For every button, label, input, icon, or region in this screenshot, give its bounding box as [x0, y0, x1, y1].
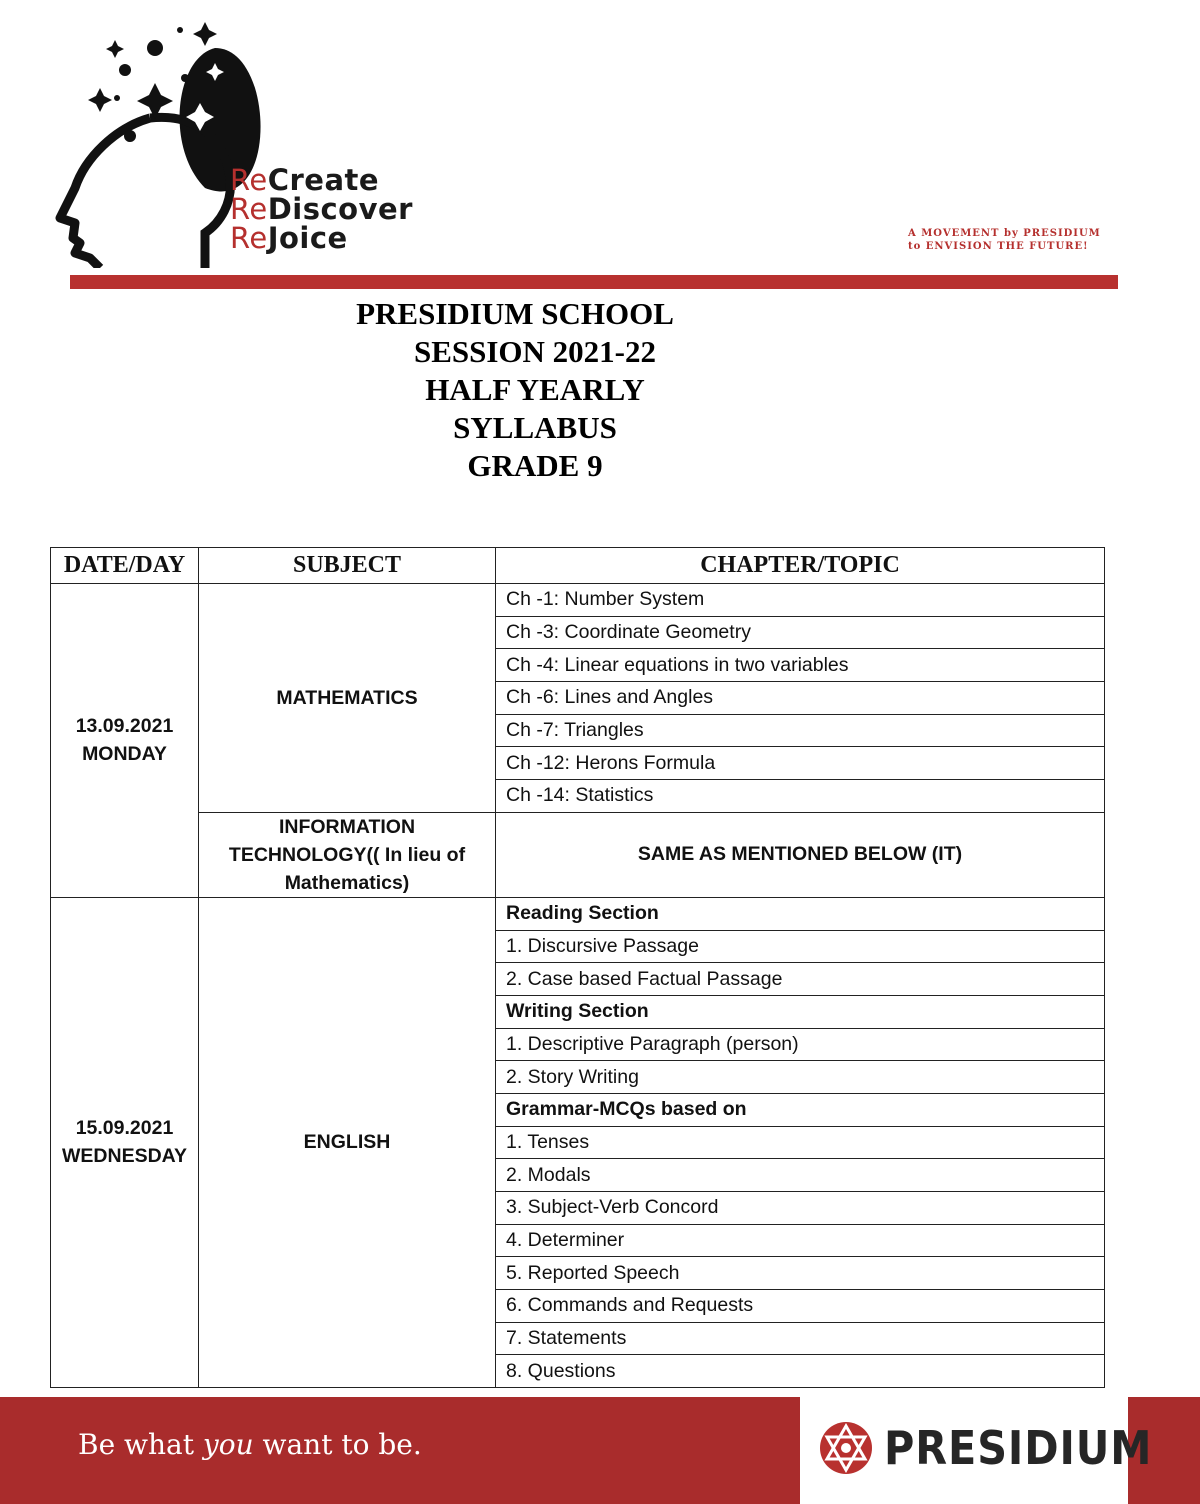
exam-day: WEDNESDAY — [62, 1145, 187, 1168]
header-topic: CHAPTER/TOPIC — [496, 548, 1105, 584]
table-row — [51, 897, 1105, 930]
syllabus-table — [50, 547, 1105, 1388]
subject-cell: MATHEMATICS — [199, 584, 496, 813]
logo — [55, 18, 435, 268]
date-cell — [51, 584, 199, 898]
topic-cell: 5. Reported Speech — [496, 1257, 1105, 1290]
syllabus-title: SYLLABUS — [453, 410, 617, 445]
exam-title: HALF YEARLY — [425, 372, 645, 407]
header-subject: SUBJECT — [199, 548, 496, 584]
topic-cell: 6. Commands and Requests — [496, 1290, 1105, 1323]
logo-re: Re — [230, 192, 268, 226]
alt-subject-cell — [199, 812, 496, 897]
logo-joice: Joice — [267, 221, 348, 255]
motto-emphasis: you — [202, 1428, 254, 1461]
exam-date: 15.09.2021 — [75, 1117, 174, 1140]
section-heading-cell: Reading Section — [496, 897, 1105, 930]
tagline-line: A MOVEMENT by PRESIDIUM — [908, 228, 1101, 239]
presidium-emblem-icon — [818, 1420, 874, 1476]
topic-cell: 1. Tenses — [496, 1126, 1105, 1159]
brand-name: PRESIDIUM — [884, 1421, 1153, 1475]
header-divider — [70, 275, 1118, 289]
motto-text: Be what — [78, 1428, 203, 1461]
topic-cell: Ch -14: Statistics — [496, 780, 1105, 813]
alt-topic-cell: SAME AS MENTIONED BELOW (IT) — [496, 812, 1105, 897]
footer-brand — [818, 1418, 1182, 1478]
topic-cell: 2. Modals — [496, 1159, 1105, 1192]
topic-cell: Ch -12: Herons Formula — [496, 747, 1105, 780]
topic-cell: 2. Case based Factual Passage — [496, 963, 1105, 996]
tagline-line: to ENVISION THE FUTURE! — [908, 241, 1089, 252]
logo-re: Re — [230, 221, 268, 255]
table-row — [51, 812, 1105, 897]
footer-motto — [78, 1428, 422, 1461]
exam-day: MONDAY — [82, 743, 167, 766]
grade-title: GRADE 9 — [467, 448, 603, 483]
document-title — [330, 295, 740, 485]
topic-cell: Ch -1: Number System — [496, 584, 1105, 617]
session-title: SESSION 2021-22 — [413, 334, 657, 369]
topic-cell: 4. Determiner — [496, 1224, 1105, 1257]
tagline — [908, 227, 1101, 253]
section-heading-cell: Grammar-MCQs based on — [496, 1093, 1105, 1126]
motto-text: want to be. — [253, 1428, 422, 1461]
section-heading-cell: Writing Section — [496, 995, 1105, 1028]
topic-cell: Ch -6: Lines and Angles — [496, 682, 1105, 715]
topic-cell: Ch -4: Linear equations in two variables — [496, 649, 1105, 682]
exam-date: 13.09.2021 — [75, 715, 174, 738]
table-row — [51, 584, 1105, 617]
topic-cell: 1. Descriptive Paragraph (person) — [496, 1028, 1105, 1061]
alt-subject-line: Mathematics) — [284, 871, 410, 894]
topic-cell: 2. Story Writing — [496, 1061, 1105, 1094]
date-cell — [51, 897, 199, 1387]
topic-cell: Ch -3: Coordinate Geometry — [496, 616, 1105, 649]
topic-cell: 1. Discursive Passage — [496, 930, 1105, 963]
logo-re: Re — [230, 163, 268, 197]
header-date: DATE/DAY — [51, 548, 199, 584]
school-name: PRESIDIUM SCHOOL — [356, 296, 674, 331]
logo-create: Create — [267, 163, 380, 197]
logo-discover: Discover — [267, 192, 413, 226]
logo-wordmark — [230, 163, 413, 255]
subject-cell: ENGLISH — [199, 897, 496, 1387]
alt-subject-line: INFORMATION — [278, 815, 416, 838]
topic-cell: 8. Questions — [496, 1355, 1105, 1388]
alt-subject-line: TECHNOLOGY(( In lieu of — [228, 843, 466, 866]
table-header-row — [51, 548, 1105, 584]
topic-cell: 3. Subject-Verb Concord — [496, 1192, 1105, 1225]
topic-cell: Ch -7: Triangles — [496, 714, 1105, 747]
topic-cell: 7. Statements — [496, 1322, 1105, 1355]
